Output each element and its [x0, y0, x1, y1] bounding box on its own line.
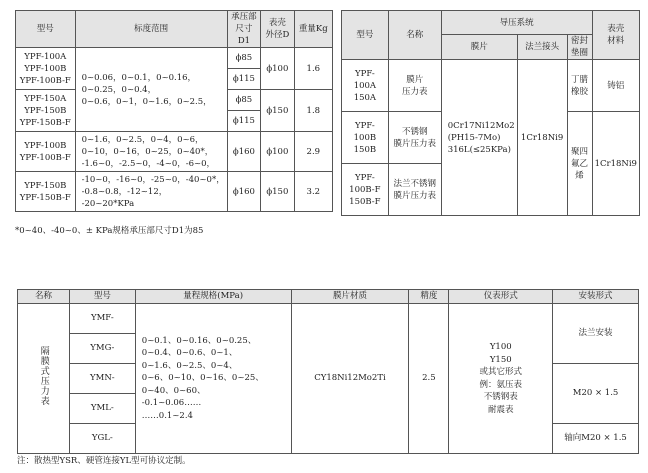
footnote-custom: 注：散热型YSR、硬管连接YL型可协议定制。 [17, 456, 191, 466]
model-cell: YML- [69, 394, 135, 424]
membrane-cell: 0Cr17Ni12Mo2 (PH15-7Mo) 316L(≤25KPa) [441, 60, 517, 216]
model-cell: YPF-100B-F 150B-F [342, 164, 389, 216]
header-model: 型号 [342, 11, 389, 60]
models-cell: YPF-100A YPF-100B YPF-100B-F [16, 48, 76, 90]
footnote-d1: *0~40、-40~0、± KPa规格承压部尺寸D1为85 [15, 226, 204, 236]
header-range: 标度范围 [75, 11, 227, 48]
model-cell: YMN- [69, 364, 135, 394]
header-flange: 法兰接头 [517, 35, 567, 60]
name-cell: 法兰不锈钢 膜片压力表 [388, 164, 441, 216]
case-material-cell: 铸铝 [592, 60, 639, 112]
model-cell: YGL- [69, 424, 135, 454]
pressure-system-table [341, 10, 640, 216]
header-weight: 重量Kg [294, 11, 332, 48]
header-install: 安装形式 [553, 290, 639, 304]
table-row [342, 60, 640, 112]
pressure-gauge-range-table [15, 10, 333, 212]
header-bore: 承压部 尺寸D1 [227, 11, 260, 48]
bore-cell: ϕ160 [227, 172, 260, 212]
header-model: 型号 [69, 290, 135, 304]
weight-cell: 1.8 [294, 90, 332, 132]
case-cell: ϕ100 [261, 48, 294, 90]
accuracy-cell: 2.5 [409, 304, 449, 454]
seal-cell: 丁腈 橡胶 [567, 60, 592, 112]
header-case-material: 表壳 材料 [592, 11, 639, 60]
weight-cell: 1.6 [294, 48, 332, 90]
header-accuracy: 精度 [409, 290, 449, 304]
bore-cell: ϕ115 [227, 69, 260, 90]
header-seal: 密封 垫圈 [567, 35, 592, 60]
header-form: 仪表形式 [449, 290, 553, 304]
header-membrane: 膜片 [441, 35, 517, 60]
range-cell: 0~1.6，0~2.5，0~4，0~6， 0~10，0~16，0~25，0~40*， -1.6~0，-2.5~0，-4~0，-6~0， [75, 132, 227, 172]
header-system: 导压系统 [441, 11, 592, 35]
flange-cell: 1Cr18Ni9 [517, 60, 567, 216]
membrane-cell: CY18Ni12Mo2Ti [291, 304, 409, 454]
range-cell: 0~0.06，0~0.1，0~0.16， 0~0.25，0~0.4， 0~0.6，0~1，0~1.6，0~2.5， [75, 48, 227, 132]
name-cell [18, 304, 70, 454]
model-cell: YMF- [69, 304, 135, 334]
bore-cell: ϕ85 [227, 90, 260, 111]
case-cell: ϕ150 [261, 172, 294, 212]
model-cell: YMG- [69, 334, 135, 364]
weight-cell: 3.2 [294, 172, 332, 212]
header-model: 型号 [16, 11, 76, 48]
models-cell: YPF-100B YPF-100B-F [16, 132, 76, 172]
table3-header-row [18, 290, 639, 304]
product-name: 隔膜式压力表 [38, 346, 49, 407]
table2-header-row [342, 11, 640, 35]
bore-cell: ϕ85 [227, 48, 260, 69]
weight-cell: 2.9 [294, 132, 332, 172]
range-cell: -10~0，-16~0，-25~0，-40~0*， -0.8~0.8，-12~12， -20~20*KPa [75, 172, 227, 212]
bore-cell: ϕ160 [227, 132, 260, 172]
case-cell: ϕ150 [261, 90, 294, 132]
header-name: 名称 [388, 11, 441, 60]
table1-header-row [16, 11, 333, 48]
bore-cell: ϕ115 [227, 111, 260, 132]
install-cell: 法兰安装 [553, 304, 639, 364]
header-case: 表壳 外径D [261, 11, 294, 48]
install-cell: M20 × 1.5 [553, 364, 639, 424]
case-material-cell: 1Cr18Ni9 [592, 112, 639, 216]
table-row [16, 48, 333, 69]
range-cell: 0~0.1、0~0.16、0~0.25、 0~0.4、0~0.6、0~1、 0~1.6、0~2.5、0~4、 0~6、0~10、0~16、0~25、 0~40、0~60、 -0.1~0.06…… ……0.1~2.4 [135, 304, 291, 454]
name-cell: 膜片 压力表 [388, 60, 441, 112]
header-range: 量程规格(MPa) [135, 290, 291, 304]
seal-cell: 聚四 氟乙 烯 [567, 112, 592, 216]
header-name: 名称 [18, 290, 70, 304]
name-cell: 不锈钢 膜片压力表 [388, 112, 441, 164]
table-row [16, 172, 333, 212]
table-row [18, 304, 639, 334]
header-membrane: 膜片材质 [291, 290, 409, 304]
form-cell: Y100 Y150 或其它形式 例：氨压表 不锈钢表 耐震表 [449, 304, 553, 454]
models-cell: YPF-150B YPF-150B-F [16, 172, 76, 212]
table-row [16, 132, 333, 172]
diaphragm-gauge-table [17, 289, 639, 454]
model-cell: YPF-100A 150A [342, 60, 389, 112]
model-cell: YPF-100B 150B [342, 112, 389, 164]
install-cell: 轴向M20 × 1.5 [553, 424, 639, 454]
models-cell: YPF-150A YPF-150B YPF-150B-F [16, 90, 76, 132]
case-cell: ϕ100 [261, 132, 294, 172]
